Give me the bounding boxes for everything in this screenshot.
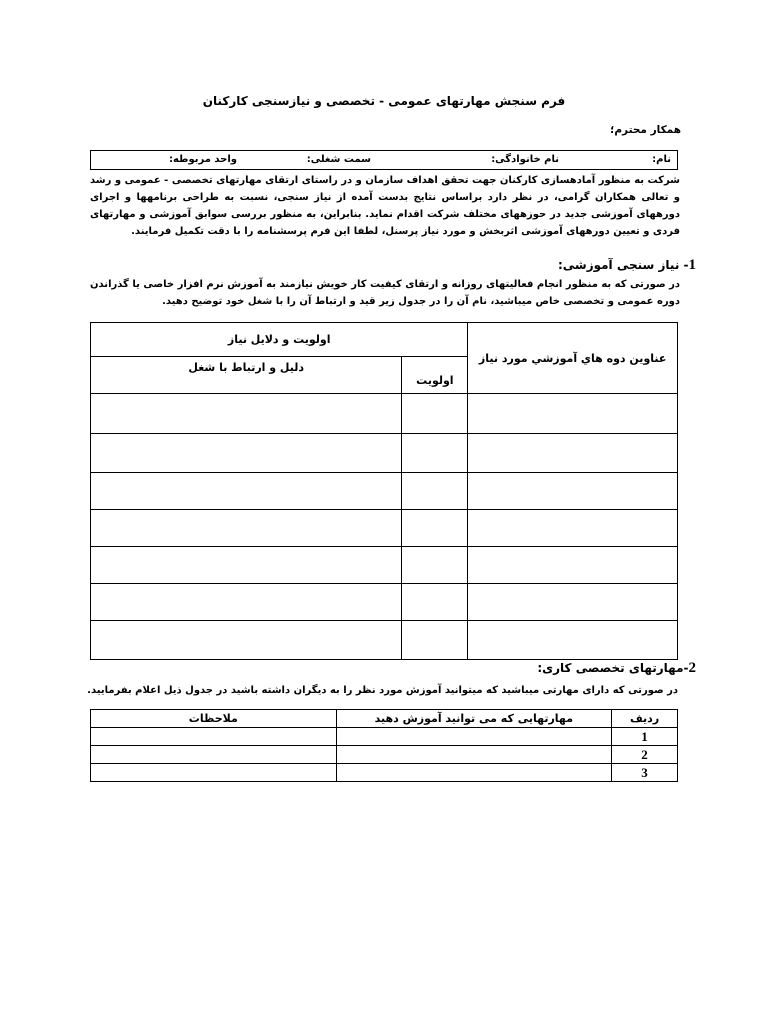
section2-title: -مهارتهای تخصصی کاری: xyxy=(537,661,689,675)
reason-cell[interactable] xyxy=(91,547,402,584)
section2-description: در صورتی که دارای مهارتی میباشید که میتوانید آموزش مورد نظر را به دیگران داشته باشید در جدول ذیل اعلام بفرمایید. xyxy=(87,685,678,696)
skill-cell[interactable] xyxy=(336,764,612,782)
page-title: فرم سنجش مهارتهای عمومی - تخصصی و نیازسنجی کارکنان xyxy=(202,94,566,108)
name-field-label: نام: xyxy=(652,154,671,165)
section1-number: 1 xyxy=(688,257,696,273)
skill-cell[interactable] xyxy=(336,728,612,746)
table-row xyxy=(91,746,678,764)
table-row xyxy=(91,621,678,660)
reason-cell[interactable] xyxy=(91,584,402,621)
priority-cell[interactable] xyxy=(402,621,468,660)
notes-cell[interactable] xyxy=(91,728,337,746)
table-row xyxy=(91,434,678,473)
course-cell[interactable] xyxy=(468,434,678,473)
priority-column-header: اولویت xyxy=(402,357,468,394)
reason-cell[interactable] xyxy=(91,434,402,473)
reason-cell[interactable] xyxy=(91,394,402,434)
table-row xyxy=(91,510,678,547)
priority-cell[interactable] xyxy=(402,473,468,510)
greeting: همکار محترم؛ xyxy=(610,124,681,136)
course-cell[interactable] xyxy=(468,510,678,547)
training-needs-table xyxy=(90,322,678,660)
table-row xyxy=(91,473,678,510)
table-row xyxy=(91,764,678,782)
notes-cell[interactable] xyxy=(91,746,337,764)
employee-info-box xyxy=(90,150,678,170)
courses-column-header: عناوين دوه هاي آموزشي مورد نياز xyxy=(468,323,678,394)
position-field-label: سمت شغلی: xyxy=(306,154,371,165)
reason-cell[interactable] xyxy=(91,621,402,660)
reason-cell[interactable] xyxy=(91,473,402,510)
unit-field-label: واحد مربوطه: xyxy=(168,154,237,165)
priority-cell[interactable] xyxy=(402,584,468,621)
intro-paragraph: شرکت به منظور آمادهسازی کارکنان جهت تحقق اهداف سازمان و در راستای ارتقای مهارتهای تخصصی - عمومی و رشد و تعالی همکاران گرامی، در نظر دارد براساس نتایج بدست آمده از نیاز سنجی، نسبت به طراحی برنامهها و اجرای دورههای آموزشی جدید در حوزههای مختلف شرکت اقدام نماید. بنابراین، به منظور بررسی سوابق آموزشی و مهارتهای فردی و تعیین دورههای آموزشی اثربخش و مورد نیاز پرسنل، لطفا این فرم پرسشنامه را با دقت تکمیل فرمایند. xyxy=(90,175,680,237)
priority-cell[interactable] xyxy=(402,547,468,584)
priority-cell[interactable] xyxy=(402,394,468,434)
skill-cell[interactable] xyxy=(336,746,612,764)
section2-number: 2 xyxy=(688,660,696,676)
notes-cell[interactable] xyxy=(91,764,337,782)
section2-heading xyxy=(537,660,696,677)
section1-heading xyxy=(558,257,696,274)
section1-title: - نیاز سنجی آموزشی: xyxy=(557,258,689,272)
course-cell[interactable] xyxy=(468,473,678,510)
priority-cell[interactable] xyxy=(402,510,468,547)
course-cell[interactable] xyxy=(468,584,678,621)
priority-group-header: اولویت و دلایل نیاز xyxy=(91,323,468,357)
table-row xyxy=(91,728,678,746)
row-number: 3 xyxy=(612,764,678,782)
course-cell[interactable] xyxy=(468,547,678,584)
reason-cell[interactable] xyxy=(91,510,402,547)
row-column-header: ردیف xyxy=(612,710,678,728)
family-field-label: نام خانوادگی: xyxy=(491,154,559,165)
notes-column-header: ملاحظات xyxy=(91,710,337,728)
reason-column-header: دلیل و ارتباط با شغل xyxy=(91,357,402,394)
course-cell[interactable] xyxy=(468,621,678,660)
priority-cell[interactable] xyxy=(402,434,468,473)
row-number: 2 xyxy=(612,746,678,764)
skills-column-header: مهارتهایی که می توانید آموزش دهید xyxy=(336,710,612,728)
table-row xyxy=(91,547,678,584)
row-number: 1 xyxy=(612,728,678,746)
section1-description: در صورتی که به منظور انجام فعالیتهای روزانه و ارتقای کیفیت کار خویش نیازمند به آموزش نرم افزار خاصی یا گذراندن دوره عمومی و تخصصی خاص میباشید، نام آن را در جدول زیر قید و ارتباط آن را با شغل خود توضیح دهید. xyxy=(90,279,680,307)
skills-table xyxy=(90,709,678,782)
table-row xyxy=(91,584,678,621)
table-row xyxy=(91,394,678,434)
course-cell[interactable] xyxy=(468,394,678,434)
